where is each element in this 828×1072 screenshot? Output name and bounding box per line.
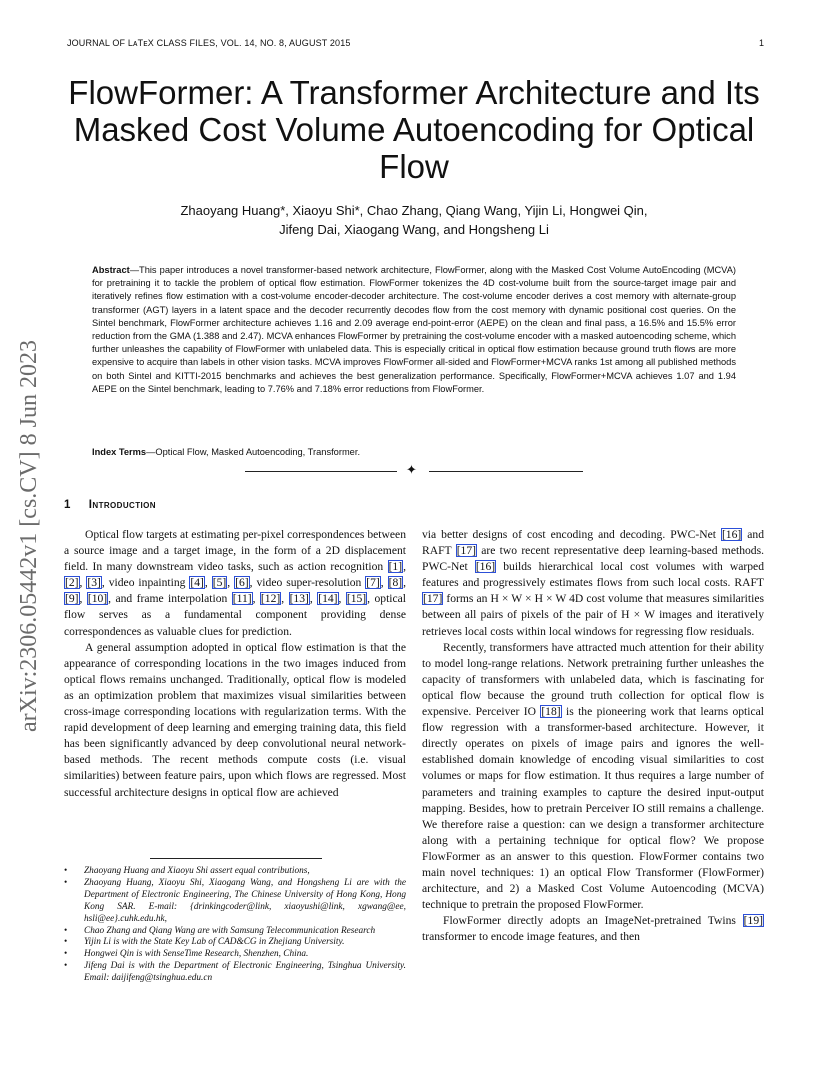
abstract-text: —This paper introduces a novel transformer-based network architecture, FlowFormer, along with the Masked Cost Volume AutoEncoding (MCVA) for pretraining it to tackle the problem of optical flow estimation. FlowFormer tokenizes the 4D cost-volume built from the source-target image pair and iteratively refines flow estimation with a cost-volume encoder-decoder architecture. The cost-volume encoder derives a cost memory with alternate-group transformer (AGT) layers in a latent space and the decoder recurrently decodes flow from the cost memory with dynamic positional cost queries. On the Sintel benchmark, FlowFormer architecture achieves 1.16 and 2.09 average end-point-error (AEPE) on the clean and final pass, a 16.5% and 15.5% error reduction from the GMA (1.388 and 2.47). MCVA enhances FlowFormer by pretraining the cost-volume encoder with a masked autoencoding scheme, which further unleashes the capability of FlowFormer with unlabeled data. This is especially critical in optical flow estimation because ground truth flows are more expensive to acquire than labels in other vision tasks. MCVA improves FlowFormer all-sided and FlowFormer+MCVA ranks 1st among all published methods on both Sintel and KITTI-2015 benchmarks and achieves the best generalization performance. Specifically, FlowFormer+MCVA achieves 1.07 and 1.94 AEPE on the Sintel benchmark, leading to 7.76% and 7.18% error reductions from FlowFormer. — [92, 265, 736, 394]
citation-link[interactable]: [7] — [366, 576, 380, 590]
citation-link[interactable]: [6] — [235, 576, 249, 590]
footnote-item: • Yijin Li is with the State Key Lab of CAD&CG in Zhejiang University. — [84, 937, 406, 949]
citation-link[interactable]: [12] — [260, 592, 281, 606]
citation-link[interactable]: [13] — [289, 592, 309, 606]
paragraph: FlowFormer directly adopts an ImageNet-pretrained Twins [19] transformer to encode image features, and then — [422, 914, 763, 944]
footnote-rule — [150, 858, 322, 859]
right-column — [422, 527, 764, 945]
citation-link[interactable]: [8] — [388, 576, 403, 590]
citation-link[interactable]: [3] — [87, 576, 101, 590]
citation-link[interactable]: [19] — [743, 914, 763, 928]
running-header: JOURNAL OF LᴀTᴇX CLASS FILES, VOL. 14, NO. 8, AUGUST 2015 — [67, 38, 351, 48]
footnote-item: • Zhaoyang Huang and Xiaoyu Shi assert equal contributions, — [84, 866, 406, 878]
citation-link[interactable]: [18] — [541, 705, 561, 719]
citation-link[interactable]: [10] — [87, 592, 108, 606]
citation-link[interactable]: [17] — [456, 544, 477, 558]
separator-right — [429, 471, 583, 472]
citation-link[interactable]: [14] — [318, 592, 338, 606]
author-line-1: Zhaoyang Huang*, Xiaoyu Shi*, Chao Zhang, Qiang Wang, Yijin Li, Hongwei Qin, — [180, 203, 648, 218]
author-line-2: Jifeng Dai, Xiaogang Wang, and Hongsheng Li — [279, 222, 549, 237]
citation-link[interactable]: [2] — [65, 576, 79, 590]
paragraph: A general assumption adopted in optical flow estimation is that the appearance of corresponding locations in the two images induced from optical flows remains unchanged. Traditionally, optical flow is modeled as an optimization problem that maximizes visual similarities between cross-image corresponding locations with regularization terms. With the rapid development of deep learning and emerging training data, this field has been significantly advanced by deep convolutional neural network-based methods. The recent methods compute costs (i.e. visual similarities) between feature pairs, upon which flows are regressed. Most successful architecture designs in optical flow are achieved — [64, 640, 406, 799]
separator-star-icon: ✦ — [406, 462, 417, 477]
citation-link[interactable]: [17] — [423, 592, 443, 606]
citation-link[interactable]: [15] — [346, 592, 367, 606]
arxiv-id-text: arXiv:2306.05442v1 [cs.CV] 8 Jun 2023 — [16, 340, 42, 732]
author-list — [90, 201, 738, 239]
index-terms — [92, 446, 736, 459]
footnote-item: • Chao Zhang and Qiang Wang are with Samsung Telecommunication Research — [84, 926, 406, 938]
citation-link[interactable]: [4] — [190, 576, 204, 590]
separator-left — [245, 471, 397, 472]
section-title: Introduction — [88, 499, 156, 511]
left-column — [64, 527, 406, 801]
citation-link[interactable]: [16] — [721, 528, 742, 541]
footnotes — [64, 866, 406, 985]
citation-link[interactable]: [16] — [475, 560, 496, 574]
page-number: 1 — [758, 38, 764, 48]
citation-link[interactable]: [1] — [388, 560, 403, 574]
section-heading — [64, 499, 156, 511]
abstract-label: Abstract — [92, 265, 130, 275]
footnote-item: • Hongwei Qin is with SenseTime Research, Shenzhen, China. — [84, 949, 406, 961]
footnote-item: • Jifeng Dai is with the Department of Electronic Engineering, Tsinghua University. Email: daijifeng@tsinghua.edu.cn — [84, 961, 406, 985]
paper-title: FlowFormer: A Transformer Architecture and Its Masked Cost Volume Autoencoding for Optical Flow — [68, 74, 760, 185]
index-terms-label: Index Terms — [92, 447, 147, 457]
index-terms-text: —Optical Flow, Masked Autoencoding, Transformer. — [146, 447, 361, 457]
paragraph: Optical flow targets at estimating per-pixel correspondences between a source image and a target image, in the form of a 2D displacement field. In many downstream video tasks, such as action recognition [1], [2], [3], video inpainting [4], [5], [6], video super-resolution [7], [8], [9], [10], and frame interpolation [11], [12], [13], [14], [15], optical flow serves as a fundamental component providing dense correspondences as valuable clues for prediction. — [64, 528, 407, 638]
section-number: 1 — [64, 499, 71, 511]
footnote-item: • Zhaoyang Huang, Xiaoyu Shi, Xiaogang Wang, and Hongsheng Li are with the Department of Electronic Engineering, The Chinese University of Hong Kong, Hong Kong SAR. E-mail: {drinkingcoder@link, xiaoyushi@link, xgwang@ee, hsli@ee}.cuhk.edu.hk, — [84, 878, 406, 926]
paragraph: Recently, transformers have attracted much attention for their ability to model long-range relations. Network pretraining further unleashes the capacity of transformers with unlabeled data, which is fascinating for optical flow because the ground truth collection for optical flow is expensive. Perceiver IO [18] is the pioneering work that learns optical flow regression with a transformer-based architecture. However, it directly operates on pixels of image pairs and ignores the well-established domain knowledge of encoding visual similarities to cost volumes or maps for flow estimation. It thus requires a large number of parameters and training examples to capture the desired input-output mapping. Besides, how to pretrain Perceiver IO still remains a challenge. We therefore raise a question: can we design a transformer architecture along with a pertaining technique for optical flow? We propose FlowFormer as an answer to this question. FlowFormer contains two main novel techniques: 1) an optical Flow Transformer (FlowFormer) architecture, and 2) a Masked Cost Volume Autoencoding (MCVA) technique to pretrain the proposed FlowFormer. — [422, 640, 764, 912]
citation-link[interactable]: [11] — [232, 592, 252, 606]
abstract — [92, 264, 736, 396]
citation-link[interactable]: [5] — [212, 576, 227, 590]
paragraph: via better designs of cost encoding and decoding. PWC-Net [16] and RAFT [17] are two recent representative deep learning-based methods. PWC-Net [16] builds hierarchical local cost volumes with warped features and progressively estimates flows from such local costs. RAFT [17] forms an H × W × H × W 4D cost volume that measures similarities between all pairs of pixels of the pair of H × W images and iteratively retrieves local costs within local windows for regressing flow residuals. — [422, 528, 764, 638]
citation-link[interactable]: [9] — [65, 592, 79, 606]
